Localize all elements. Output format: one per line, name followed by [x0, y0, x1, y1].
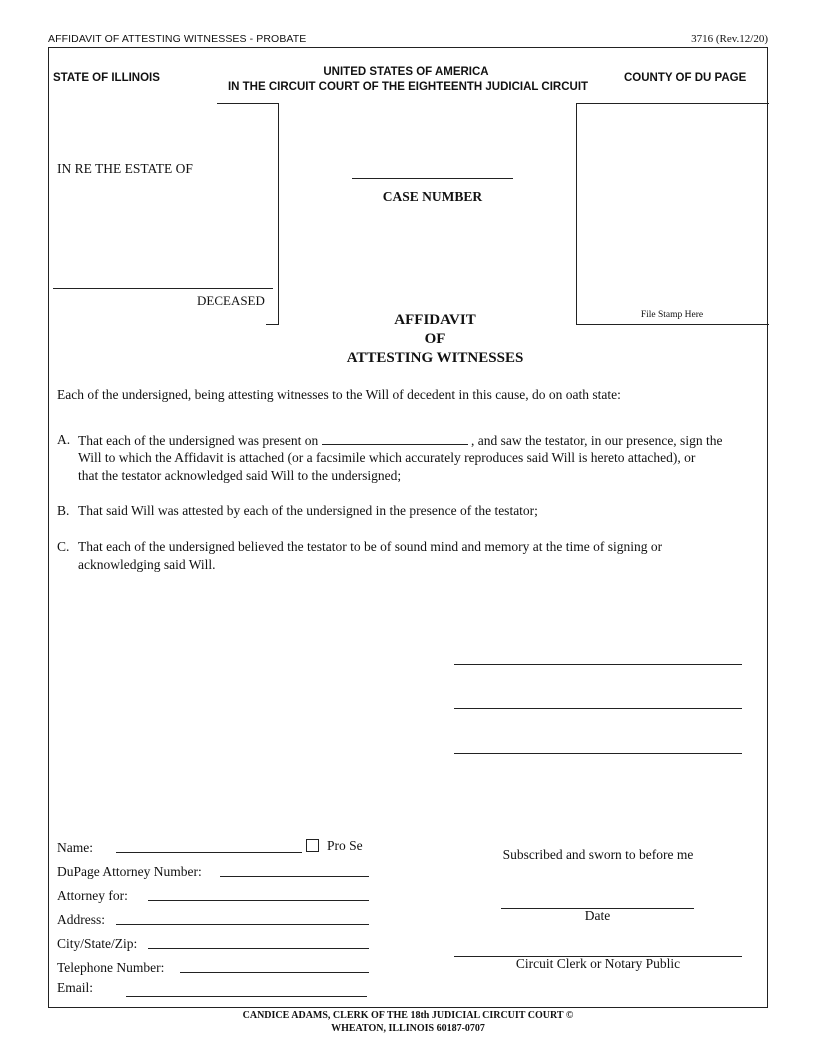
clause-b-text: That said Will was attested by each of the undersigned in the presence of the testator; [78, 503, 538, 518]
city-state-zip-field[interactable] [148, 948, 369, 949]
deceased-label: DECEASED [197, 293, 265, 308]
attorney-for-field[interactable] [148, 900, 369, 901]
title-line-3: ATTESTING WITNESSES [346, 350, 524, 366]
clause-c-line-1: That each of the undersigned believed the testator to be of sound mind and memory at the time of signing or [78, 539, 663, 554]
form-title: AFFIDAVIT OF ATTESTING WITNESSES - PROBATE [48, 33, 307, 45]
clause-a-line-2: Will to which the Affidavit is attached (or a facsimile which accurately reproduces said Will is hereto attached), or [78, 450, 696, 465]
witness-signature-line-2[interactable] [454, 708, 742, 709]
case-number-line[interactable] [352, 178, 513, 179]
address-label: Address: [57, 912, 105, 927]
caption-bracket-side [278, 103, 279, 325]
state-label: STATE OF ILLINOIS [53, 72, 160, 84]
file-stamp-box [576, 103, 769, 325]
footer-line-1: CANDICE ADAMS, CLERK OF THE 18th JUDICIAL CIRCUIT COURT © [242, 1010, 574, 1021]
clause-a-line-3: that the testator acknowledged said Will to the undersigned; [78, 468, 402, 483]
witness-signature-line-3[interactable] [454, 753, 742, 754]
clause-a-line-1-pre: That each of the undersigned was present on [78, 433, 319, 448]
attorney-number-label: DuPage Attorney Number: [57, 864, 202, 879]
estate-label: IN RE THE ESTATE OF [57, 161, 193, 176]
clause-a-marker: A. [57, 432, 71, 447]
clause-b-marker: B. [57, 503, 70, 518]
decedent-name-line[interactable] [53, 288, 273, 289]
case-number-label: CASE NUMBER [382, 189, 483, 204]
clause-c-line-2: acknowledging said Will. [78, 557, 216, 572]
pro-se-checkbox[interactable] [306, 839, 319, 852]
title-line-2: OF [424, 331, 446, 347]
caption-bracket-bottom [266, 324, 279, 325]
county-label: COUNTY OF DU PAGE [624, 72, 747, 84]
date-label: Date [584, 908, 611, 923]
clause-a-line-1-post: , and saw the testator, in our presence, sign the [471, 433, 723, 448]
pro-se-label: Pro Se [327, 838, 363, 853]
title-line-1: AFFIDAVIT [394, 312, 476, 328]
name-field[interactable] [116, 852, 302, 853]
city-state-zip-label: City/State/Zip: [57, 936, 138, 951]
attorney-number-field[interactable] [220, 876, 369, 877]
clause-a-line-1 [78, 431, 722, 450]
address-field[interactable] [116, 924, 369, 925]
attorney-for-label: Attorney for: [57, 888, 128, 903]
email-field[interactable] [126, 996, 367, 997]
telephone-label: Telephone Number: [57, 960, 165, 975]
intro-paragraph: Each of the undersigned, being attesting witnesses to the Will of decedent in this cause, do on oath state: [57, 387, 621, 402]
subscribed-label: Subscribed and sworn to before me [502, 847, 694, 862]
clerk-label: Circuit Clerk or Notary Public [515, 956, 681, 971]
telephone-field[interactable] [180, 972, 369, 973]
footer-line-2: WHEATON, ILLINOIS 60187-0707 [331, 1023, 485, 1034]
name-label: Name: [57, 840, 93, 855]
form-number: 3716 (Rev.12/20) [691, 33, 768, 45]
document-title [300, 311, 570, 368]
circuit-label: IN THE CIRCUIT COURT OF THE EIGHTEENTH JUDICIAL CIRCUIT [227, 81, 589, 93]
country-label: UNITED STATES OF AMERICA [323, 66, 489, 78]
email-label: Email: [57, 980, 93, 995]
caption-bracket-top [217, 103, 279, 104]
date-present-field[interactable] [322, 431, 468, 445]
witness-signature-line-1[interactable] [454, 664, 742, 665]
clause-c-marker: C. [57, 539, 70, 554]
file-stamp-label: File Stamp Here [640, 310, 704, 320]
